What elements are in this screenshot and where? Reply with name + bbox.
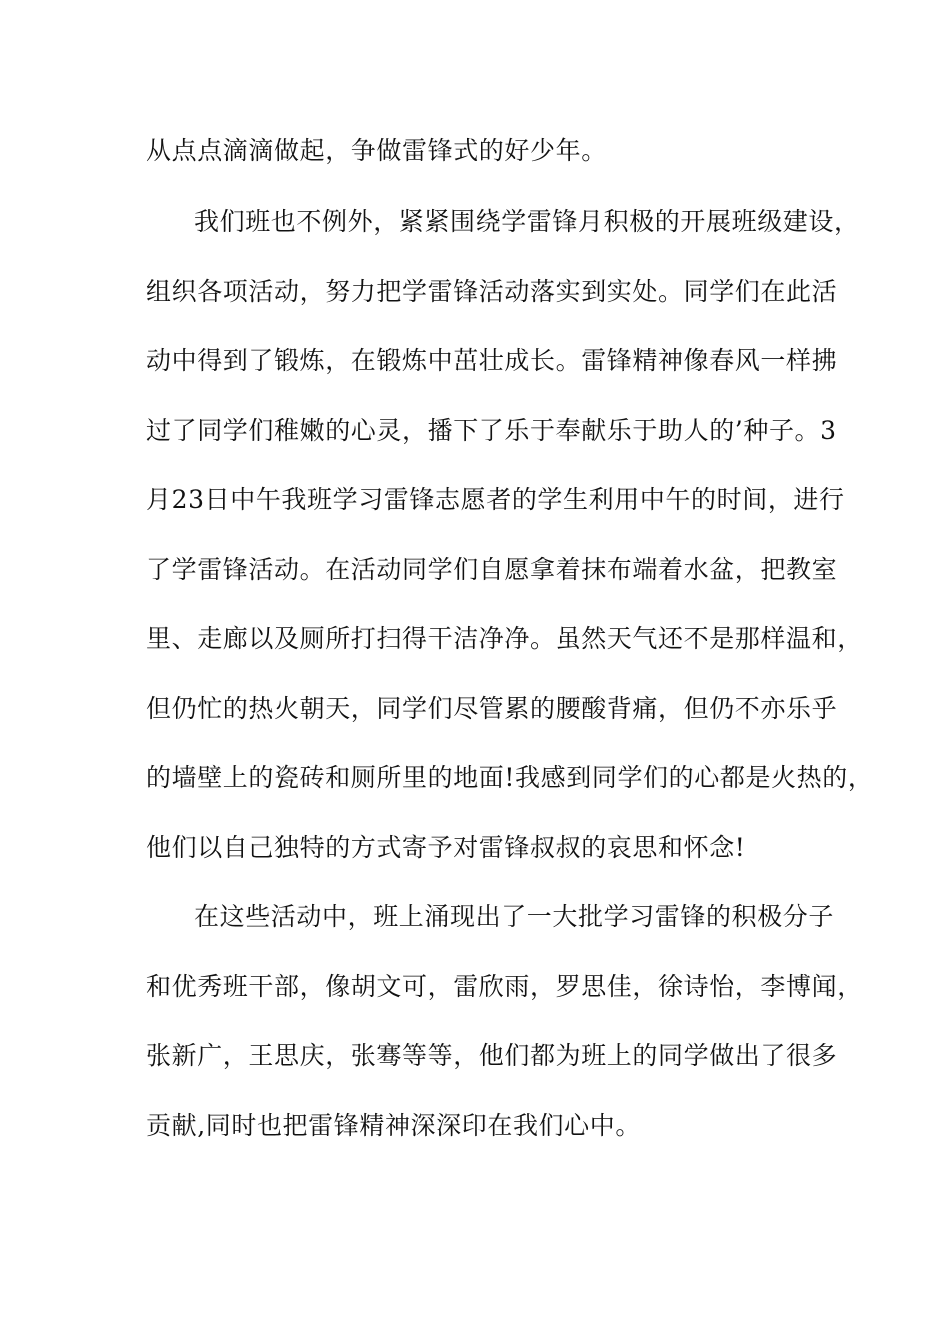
paragraph-2-line-7: 里、走廊以及厕所打扫得干洁净净。虽然天气还不是那样温和， (146, 624, 863, 653)
paragraph-2-line-1: 我们班也不例外，紧紧围绕学雷锋月积极的开展班级建设， (194, 207, 860, 236)
paragraph-2-line-2: 组织各项活动，努力把学雷锋活动落实到实处。同学们在此活 (146, 277, 838, 306)
text-line-1: 从点点滴滴做起，争做雷锋式的好少年。 (146, 136, 607, 165)
paragraph-3-line-1: 在这些活动中，班上涌现出了一大批学习雷锋的积极分子 (194, 902, 835, 931)
paragraph-2-line-3: 动中得到了锻炼，在锻炼中茁壮成长。雷锋精神像春风一样拂 (146, 346, 838, 375)
paragraph-2-line-8: 但仍忙的热火朝天，同学们尽管累的腰酸背痛，但仍不亦乐乎 (146, 694, 838, 723)
paragraph-2-line-9: 的墙壁上的瓷砖和厕所里的地面!我感到同学们的心都是火热的， (146, 763, 874, 792)
paragraph-2-line-10: 他们以自己独特的方式寄予对雷锋叔叔的哀思和怀念! (146, 833, 746, 862)
paragraph-3-line-3: 张新广，王思庆，张骞等等，他们都为班上的同学做出了很多 (146, 1041, 838, 1070)
paragraph-3-line-2: 和优秀班干部，像胡文可，雷欣雨，罗思佳，徐诗怡，李博闻， (146, 972, 863, 1001)
paragraph-2-line-4: 过了同学们稚嫩的心灵，播下了乐于奉献乐于助人的’种子。3 (146, 416, 837, 445)
paragraph-2-line-6: 了学雷锋活动。在活动同学们自愿拿着抹布端着水盆，把教室 (146, 555, 838, 584)
paragraph-2-line-5: 月23日中午我班学习雷锋志愿者的学生利用中午的时间，进行 (146, 485, 845, 514)
paragraph-3-line-4: 贡献,同时也把雷锋精神深深印在我们心中。 (146, 1111, 641, 1140)
